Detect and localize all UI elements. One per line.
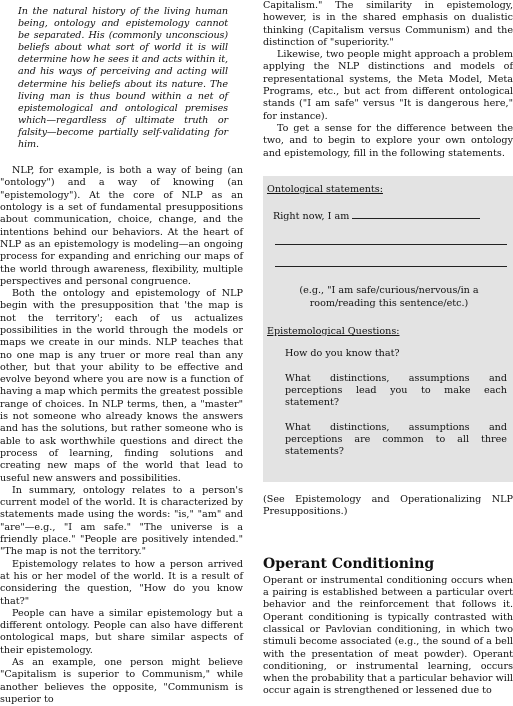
epistemological-heading: Epistemological Questions: — [267, 326, 400, 338]
answer-blank[interactable] — [275, 265, 507, 267]
ontological-heading: Ontological statements: — [267, 183, 383, 195]
answer-blank[interactable] — [275, 243, 507, 245]
paragraph: Both the ontology and epistemology of NLP begin with the presupposition that 'the map is not the territory'; each of us actualizes possibilities in the world through the models or maps we create in our minds. NLP teaches that no one map is any truer or more real than any other, but that your ability to be effective and evolve beyond where you are now is a function of having a map which permits the greatest possible range of choices. In NLP terms, then, a "master" is not someone who already knows the answers and has the solutions, but rather someone who is able to ask worthwhile questions and direct the process of learning, finding solutions and creating new maps of the world that lead to useful new answers and possibilities. — [0, 288, 243, 484]
right-now-line — [273, 210, 507, 223]
question: What distinctions, assumptions and perceptions are common to all three statements? — [285, 421, 507, 458]
epigraph-quote: In the natural history of the living human being, ontology and epistemology cannot be separated. His (commonly unconscious) beliefs about what sort of world it is will determine how he sees it and acts within it, and his ways of perceiving and acting will determine his beliefs about its nature. The living man is thus bound within a net of epistemological and ontological premises which—regardless of ultimate truth or falsity—become partially self-validating for him. — [18, 6, 228, 151]
example-text: (e.g., "I am safe/curious/nervous/in a room/reading this sentence/etc.) — [299, 285, 479, 309]
paragraph: To get a sense for the difference between the two, and to begin to explore your own ontology and epistemology, fill in the following statements. — [263, 122, 513, 159]
question: What distinctions, assumptions and perceptions lead you to make each statement? — [285, 372, 507, 409]
see-also-note: (See Epistemology and Operationalizing NLP Presuppositions.) — [263, 493, 513, 518]
section-heading: Operant Conditioning — [263, 556, 435, 573]
right-now-label: Right now, I am — [273, 211, 350, 223]
paragraph: Epistemology relates to how a person arrived at his or her model of the world. It is a result of considering the question, "How do you know that?" — [0, 558, 243, 607]
paragraph: In summary, ontology relates to a person's current model of the world. It is characterized by statements made using the words: "is," "am" and "are"—e.g., "I am safe." "The universe is a friendly place." "People are positively intended." "The map is not the territory." — [0, 484, 243, 558]
paragraph: Operant or instrumental conditioning occurs when a pairing is established between a particular overt behavior and the reinforcement that follows it. Operant conditioning is typically contrasted with classical or Pavlovian conditioning, in which two stimuli become associated (e.g., the sound of a bell with the presentation of meat powder). Operant conditioning, or instrumental learning, occurs when the probability that a particular behavior will occur again is strengthened or lessened due to — [263, 574, 513, 697]
right-column — [263, 0, 513, 698]
paragraph: NLP, for example, is both a way of being (an "ontology") and a way of knowing (an "epistemology"). At the core of NLP as an ontology is a set of fundamental presuppositions about communication, choice, change, and the intentions behind our behaviors. At the heart of NLP as an epistemology is modeling—an ongoing process for expanding and enriching our maps of the world through awareness, flexibility, multiple perspectives and personal congruence. — [0, 165, 243, 287]
exercise-box — [263, 176, 513, 482]
paragraph: People can have a similar epistemology but a different ontology. People can also have different ontological maps, but share similar aspects of their epistemology. — [0, 607, 243, 656]
paragraph: Capitalism." The similarity in epistemology, however, is in the shared emphasis on dualistic thinking (Capitalism versus Communism) and the distinction of "superiority." — [263, 0, 513, 48]
answer-blank[interactable] — [352, 210, 480, 219]
question: How do you know that? — [285, 348, 400, 360]
left-column — [0, 0, 243, 706]
paragraph: Likewise, two people might approach a problem applying the NLP distinctions and models of representational systems, the Meta Model, Meta Programs, etc., but act from different ontological stands ("I am safe" versus "It is dangerous here," for instance). — [263, 49, 513, 122]
paragraph: As an example, one person might believe "Capitalism is superior to Communism," while another believes the opposite, "Communism is superior to — [0, 657, 243, 705]
